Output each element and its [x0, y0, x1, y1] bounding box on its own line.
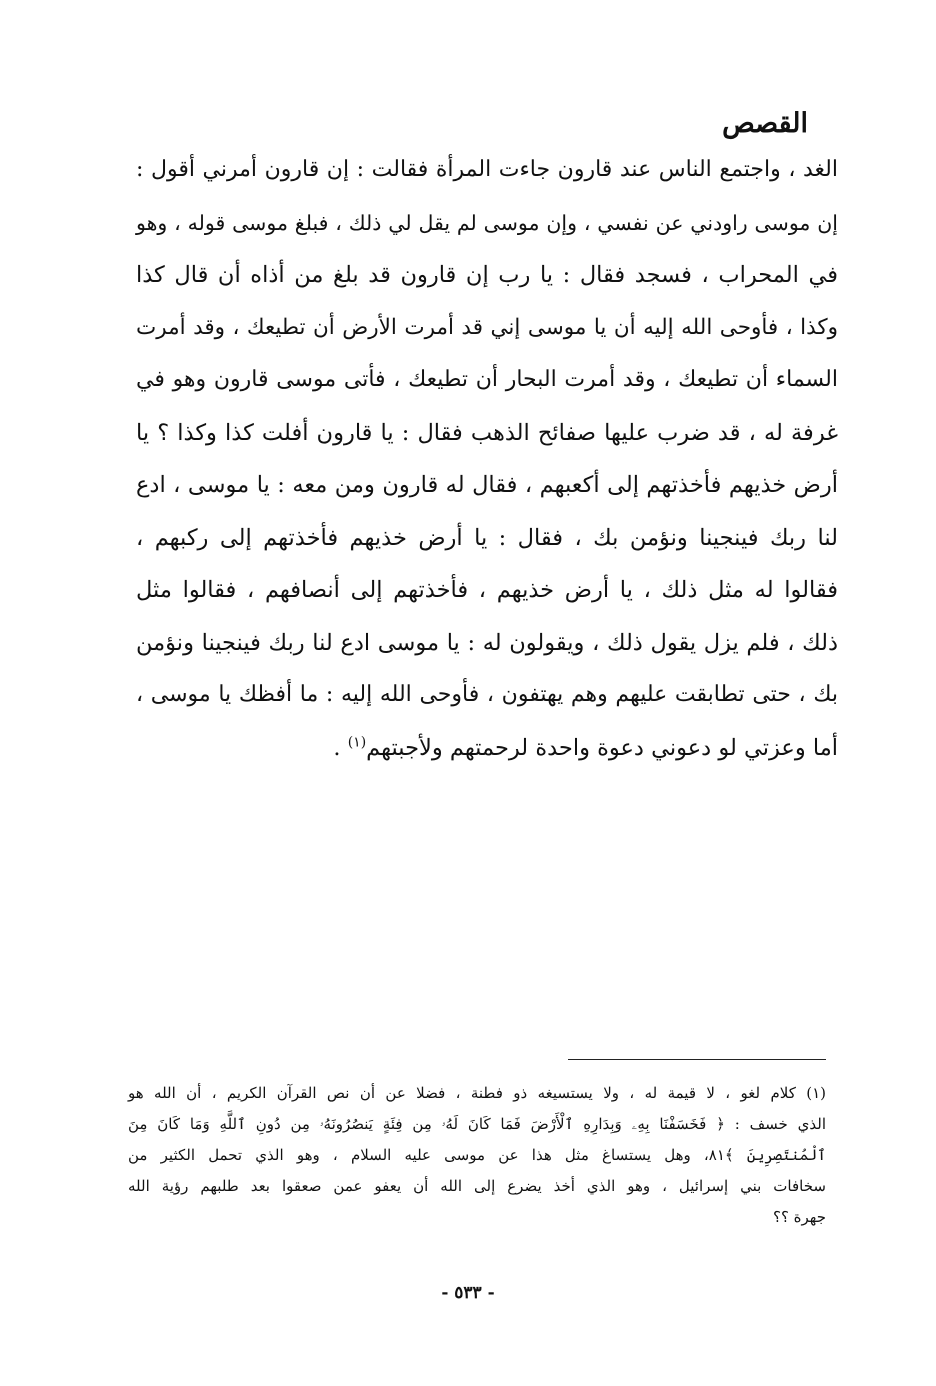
- text-line: وكذا ، فأوحى الله إليه أن يا موسى إني قد أمرت الأرض أن تطيعك ، وقد أمرت: [136, 314, 838, 340]
- footnote-reference[interactable]: (١): [347, 734, 367, 750]
- footnote-line: (١) كلام لغو ، لا قيمة له ، ولا يستسيغه ذو فطنة ، فضلا عن أن نص القرآن الكريم ، أن الله هو: [128, 1084, 826, 1102]
- text-line: في المحراب ، فسجد فقال : يا رب إن قارون قد بلغ من أذاه أن قال كذا: [136, 262, 838, 288]
- running-header: القصص: [722, 108, 808, 139]
- footnote-line: ٱلْمُنتَصِرِينَ ﴾٨١، وهل يستساغ مثل هذا عن موسى عليه السلام ، وهو الذي تحمل الكثير من: [128, 1146, 826, 1164]
- last-line-end: .: [333, 734, 348, 761]
- footnote-line: الذي خسف : ﴿ فَخَسَفْنَا بِهِۦ وَبِدَارِهِ ٱلْأَرْضَ فَمَا كَانَ لَهُۥ مِن فِئَةٍ يَنصُرُونَهُۥ مِن دُونِ ٱللَّهِ وَمَا كَانَ مِنَ: [128, 1115, 826, 1133]
- main-text-body: [136, 144, 838, 774]
- text-line: لنا ربك فينجينا ونؤمن بك ، فقال : يا أرض خذيهم فأخذتهم إلى ركبهم ،: [136, 524, 838, 551]
- last-line-text: أما وعزتي لو دعوني دعوة واحدة لرحمتهم ولأجبتهم: [366, 734, 838, 761]
- footnotes: [128, 1078, 826, 1233]
- text-line: أرض خذيهم فأخذتهم إلى أكعبهم ، فقال له قارون ومن معه : يا موسى ، ادع: [136, 472, 838, 498]
- text-line: غرفة له ، قد ضرب عليها صفائح الذهب فقال : يا قارون أفلت كذا وكذا ؟ يا: [136, 419, 838, 446]
- text-line-last: [136, 722, 838, 775]
- text-line: بك ، حتى تطابقت عليهم وهم يهتفون ، فأوحى الله إليه : ما أفظك يا موسى ،: [136, 682, 838, 707]
- text-line: السماء أن تطيعك ، وقد أمرت البحار أن تطيعك ، فأتى موسى قارون وهو في: [136, 367, 838, 392]
- page-number: - ٥٣٣ -: [441, 1283, 495, 1303]
- text-line: ذلك ، فلم يزل يقول ذلك ، ويقولون له : يا موسى ادع لنا ربك فينجينا ونؤمن: [136, 629, 838, 656]
- footnote-separator: [568, 1059, 826, 1060]
- footnote-line-last: جهرة ؟؟: [772, 1208, 826, 1226]
- footnote-line: سخافات بني إسرائيل ، وهو الذي أخذ يضرع إلى الله أن يعفو عمن صعقوا بعد طلبهم رؤية الله: [128, 1177, 826, 1195]
- text-line: الغد ، واجتمع الناس عند قارون جاءت المرأة فقالت : إن قارون أمرني أقول :: [136, 157, 838, 182]
- text-line: فقالوا له مثل ذلك ، يا أرض خذيهم ، فأخذتهم إلى أنصافهم ، فقالوا مثل: [136, 577, 838, 603]
- text-line: إن موسى راودني عن نفسي ، وإن موسى لم يقل لي ذلك ، فبلغ موسى قوله ، وهو: [136, 210, 838, 235]
